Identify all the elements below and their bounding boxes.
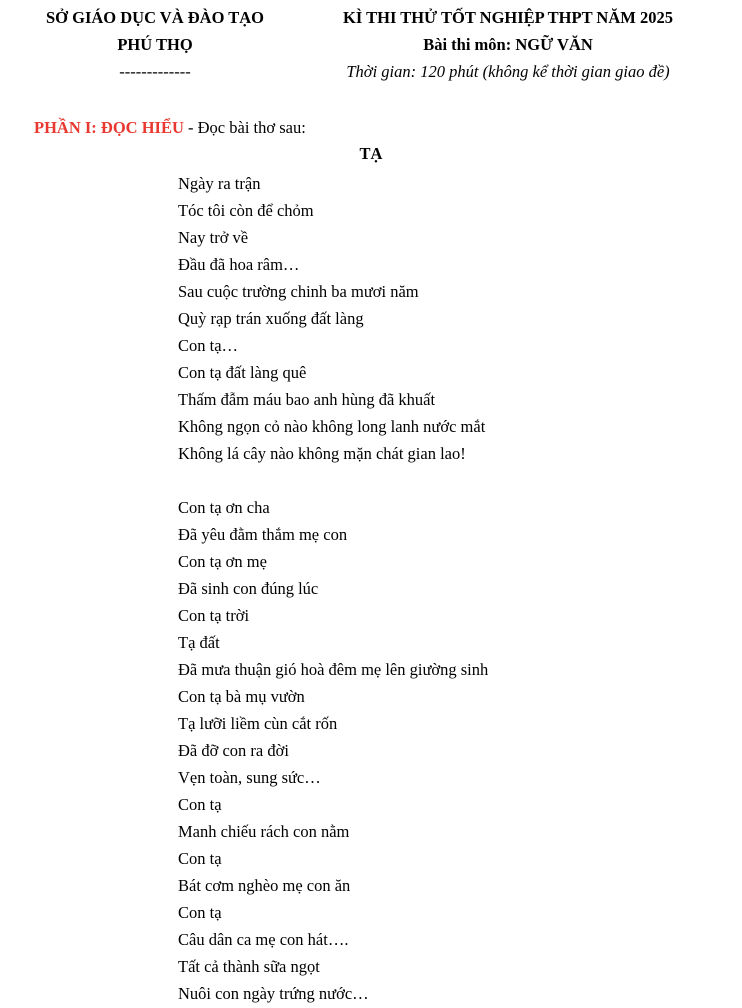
header-right bbox=[288, 4, 728, 85]
poem-line: Đã mưa thuận gió hoà đêm mẹ lên giường sinh bbox=[178, 660, 489, 679]
poem-line: Vẹn toàn, sung sức… bbox=[178, 768, 321, 787]
poem-line: Nuôi con ngày trứng nước… bbox=[178, 984, 369, 1003]
department-name: SỞ GIÁO DỤC VÀ ĐÀO TẠO bbox=[45, 8, 265, 27]
poem-line: Đã đỡ con ra đời bbox=[178, 741, 289, 760]
exam-subject: Bài thi môn: NGỮ VĂN bbox=[423, 35, 593, 54]
poem-line: Con tạ trời bbox=[178, 606, 250, 625]
province-name: PHÚ THỌ bbox=[117, 35, 193, 54]
poem-line: Con tạ ơn cha bbox=[178, 498, 270, 517]
poem-line: Con tạ bà mụ vườn bbox=[178, 687, 305, 706]
exam-duration: Thời gian: 120 phút (không kể thời gian giao đề) bbox=[346, 62, 670, 81]
poem-line: Bát cơm nghèo mẹ con ăn bbox=[178, 876, 351, 895]
header-left bbox=[20, 4, 290, 85]
poem-line: Không ngọn cỏ nào không long lanh nước mắt bbox=[178, 417, 486, 436]
header-left-divider: ------------- bbox=[119, 62, 191, 81]
poem-line: Sau cuộc trường chinh ba mươi năm bbox=[178, 282, 419, 301]
poem-line: Con tạ bbox=[178, 849, 222, 868]
poem-line: Tạ lưỡi liềm cùn cắt rốn bbox=[178, 714, 338, 733]
poem-line: Đã sinh con đúng lúc bbox=[178, 579, 319, 598]
section-title: PHẦN I: ĐỌC HIỂU bbox=[34, 118, 184, 137]
poem-line: Đã yêu đằm thắm mẹ con bbox=[178, 525, 348, 544]
exam-title: KÌ THI THỬ TỐT NGHIỆP THPT NĂM 2025 bbox=[343, 8, 673, 27]
poem-line: Con tạ… bbox=[178, 336, 239, 355]
section-heading bbox=[34, 118, 306, 138]
poem-line: Quỳ rạp trán xuống đất làng bbox=[178, 309, 364, 328]
poem-line: Ngày ra trận bbox=[178, 174, 261, 193]
section-instruction: - Đọc bài thơ sau: bbox=[183, 118, 306, 137]
poem-line: Đầu đã hoa râm… bbox=[178, 255, 300, 274]
stanza-break bbox=[178, 467, 488, 494]
poem-line: Câu dân ca mẹ con hát…. bbox=[178, 930, 349, 949]
poem-line: Nay trở về bbox=[178, 228, 249, 247]
poem-body bbox=[178, 170, 488, 1007]
poem-line: Tóc tôi còn để chỏm bbox=[178, 201, 314, 220]
poem-line: Không lá cây nào không mặn chát gian lao! bbox=[178, 444, 466, 463]
poem-line: Manh chiếu rách con nằm bbox=[178, 822, 350, 841]
poem-line: Con tạ bbox=[178, 903, 222, 922]
poem-line: Con tạ bbox=[178, 795, 222, 814]
poem-line: Tạ đất bbox=[178, 633, 220, 652]
poem-title: TẠ bbox=[359, 144, 383, 163]
poem-line: Con tạ đất làng quê bbox=[178, 363, 307, 382]
poem-line: Thấm đẫm máu bao anh hùng đã khuất bbox=[178, 390, 436, 409]
poem-line: Tất cả thành sữa ngọt bbox=[178, 957, 320, 976]
poem-line: Con tạ ơn mẹ bbox=[178, 552, 267, 571]
